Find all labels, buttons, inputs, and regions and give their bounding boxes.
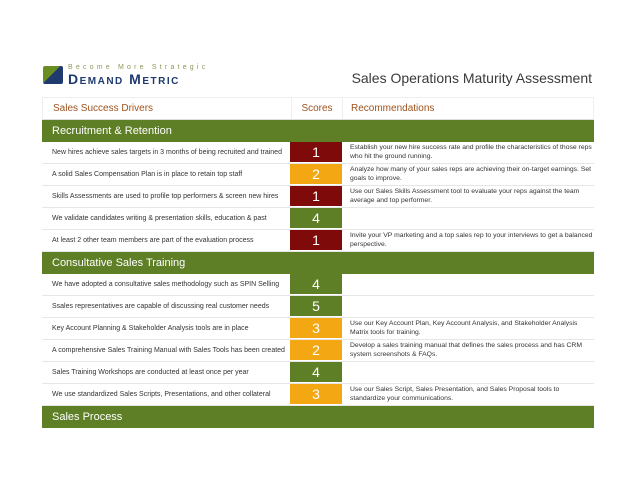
section-header: Recruitment & Retention — [42, 120, 594, 142]
recommendation-text: Develop a sales training manual that defines the sales process and has CRM system screenshots & FAQs. — [350, 342, 582, 358]
brand-name: Demand Metric — [68, 71, 180, 87]
recommendation-text: Use our Key Account Plan, Key Account Analysis, and Stakeholder Analysis Matrix tools for training. — [350, 320, 578, 336]
table-row — [42, 384, 594, 406]
driver-text: Ssales representatives are capable of discussing real customer needs — [52, 303, 270, 310]
recommendation-text: Use our Sales Skills Assessment tool to evaluate your reps against the team average and top performer. — [350, 188, 580, 204]
table-row — [42, 186, 594, 208]
score-cell: 3 — [290, 318, 342, 339]
header-scores: Scores — [291, 98, 343, 119]
driver-text: We use standardized Sales Scripts, Presentations, and other collateral — [52, 391, 271, 398]
score-cell: 4 — [290, 274, 342, 295]
driver-text: Skills Assessments are used to profile top performers & screen new hires — [52, 193, 279, 200]
tagline: Become More Strategic — [68, 64, 209, 71]
score-cell: 5 — [290, 296, 342, 317]
logo — [43, 64, 208, 86]
driver-text: Sales Training Workshops are conducted at least once per year — [52, 369, 249, 376]
driver-text: A comprehensive Sales Training Manual with Sales Tools has been created — [52, 347, 285, 354]
driver-text: At least 2 other team members are part of the evaluation process — [52, 237, 254, 244]
recommendation-text: Invite your VP marketing and a top sales rep to your interviews to get a balanced perspective. — [350, 232, 593, 248]
recommendation-text: Analyze how many of your sales reps are achieving their on-target earnings. Set goals to improve. — [350, 166, 592, 182]
score-cell: 4 — [290, 208, 342, 229]
assessment-table — [42, 97, 594, 428]
recommendation-text: Establish your new hire success rate and profile the characteristics of those reps who hit the ground running. — [350, 144, 592, 160]
driver-text: We have adopted a consultative sales methodology such as SPIN Selling — [52, 281, 280, 288]
score-cell: 2 — [290, 340, 342, 361]
score-cell: 4 — [290, 362, 342, 383]
section-header: Sales Process — [42, 406, 594, 428]
score-cell: 3 — [290, 384, 342, 405]
score-cell: 1 — [290, 230, 342, 251]
score-cell: 2 — [290, 164, 342, 185]
driver-text: A solid Sales Compensation Plan is in place to retain top staff — [52, 171, 243, 178]
table-row — [42, 318, 594, 340]
score-cell: 1 — [290, 186, 342, 207]
header-drivers: Sales Success Drivers — [53, 103, 154, 114]
table-row — [42, 142, 594, 164]
driver-text: Key Account Planning & Stakeholder Analysis tools are in place — [52, 325, 249, 332]
table-row — [42, 340, 594, 362]
section-header: Consultative Sales Training — [42, 252, 594, 274]
score-cell: 1 — [290, 142, 342, 163]
table-row — [42, 208, 594, 230]
table-row — [42, 164, 594, 186]
logo-mark-icon — [43, 66, 63, 84]
table-row — [42, 362, 594, 384]
page-title: Sales Operations Maturity Assessment — [351, 70, 592, 86]
header-recommendations: Recommendations — [351, 103, 435, 114]
table-row — [42, 230, 594, 252]
recommendation-text: Use our Sales Script, Sales Presentation, and Sales Proposal tools to standardize your communications. — [350, 386, 560, 402]
table-row — [42, 296, 594, 318]
driver-text: We validate candidates writing & presentation skills, education & past — [52, 215, 267, 222]
table-row — [42, 274, 594, 296]
driver-text: New hires achieve sales targets in 3 months of being recruited and trained — [52, 149, 282, 156]
table-header — [42, 97, 594, 120]
